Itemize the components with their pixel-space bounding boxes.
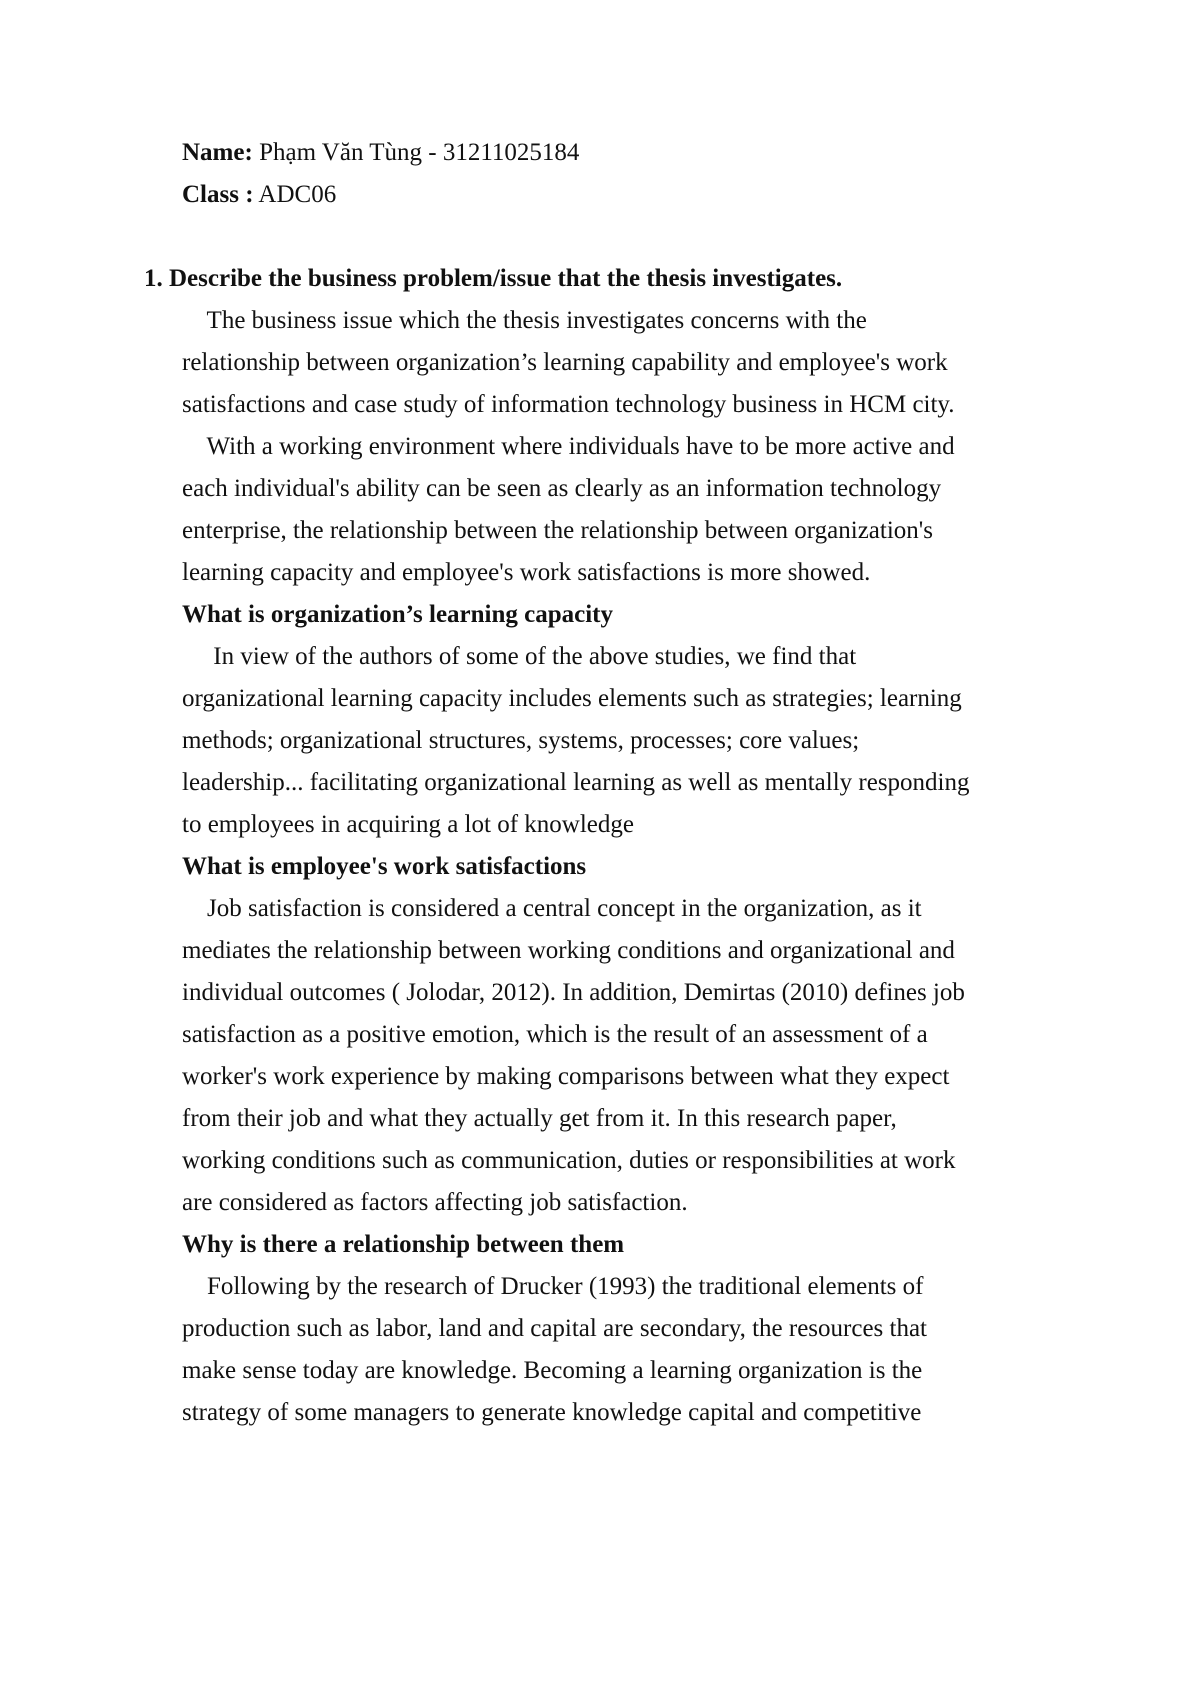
sub2-line-7: working conditions such as communication, duties or responsibilities at work: [182, 1147, 956, 1174]
sub2-line-8: are considered as factors affecting job satisfaction.: [182, 1189, 688, 1216]
sub1-line-3: methods; organizational structures, systems, processes; core values;: [182, 727, 860, 754]
sub1-line-1: In view of the authors of some of the above studies, we find that: [182, 643, 857, 670]
para1-line-1: The business issue which the thesis investigates concerns with the: [182, 307, 867, 334]
section-heading: 1. Describe the business problem/issue that the thesis investigates.: [144, 265, 843, 292]
sub1-line-5: to employees in acquiring a lot of knowledge: [182, 811, 634, 838]
subheading-relationship: Why is there a relationship between them: [182, 1231, 625, 1258]
sub2-line-1: Job satisfaction is considered a central concept in the organization, as it: [182, 895, 922, 922]
class-line: [182, 180, 336, 210]
para2-line-3: enterprise, the relationship between the relationship between organization's: [182, 517, 934, 544]
subheading-learning-capacity: What is organization’s learning capacity: [182, 601, 614, 628]
class-label: Class :: [182, 181, 254, 208]
para1-line-3: satisfactions and case study of information technology business in HCM city.: [182, 391, 955, 418]
sub3-line-1: Following by the research of Drucker (1993) the traditional elements of: [182, 1273, 924, 1300]
para2-line-4: learning capacity and employee's work satisfactions is more showed.: [182, 559, 871, 586]
sub2-line-3: individual outcomes ( Jolodar, 2012). In addition, Demirtas (2010) defines job: [182, 979, 965, 1006]
para1-line-2: relationship between organization’s learning capability and employee's work: [182, 349, 948, 376]
sub2-line-2: mediates the relationship between working conditions and organizational and: [182, 937, 955, 964]
sub3-line-4: strategy of some managers to generate knowledge capital and competitive: [182, 1399, 922, 1426]
sub3-line-3: make sense today are knowledge. Becoming a learning organization is the: [182, 1357, 923, 1384]
sub1-line-4: leadership... facilitating organizational learning as well as mentally responding: [182, 769, 970, 796]
sub3-line-2: production such as labor, land and capital are secondary, the resources that: [182, 1315, 928, 1342]
sub2-line-4: satisfaction as a positive emotion, which is the result of an assessment of a: [182, 1021, 928, 1048]
class-value: ADC06: [253, 181, 337, 208]
para2-line-1: With a working environment where individuals have to be more active and: [182, 433, 955, 460]
name-label: Name:: [182, 139, 253, 166]
subheading-work-satisfactions: What is employee's work satisfactions: [182, 853, 587, 880]
name-value: Phạm Văn Tùng - 31211025184: [252, 139, 580, 166]
para2-line-2: each individual's ability can be seen as clearly as an information technology: [182, 475, 942, 502]
name-line: [182, 138, 579, 168]
sub2-line-6: from their job and what they actually get from it. In this research paper,: [182, 1105, 897, 1132]
sub2-line-5: worker's work experience by making comparisons between what they expect: [182, 1063, 950, 1090]
sub1-line-2: organizational learning capacity includes elements such as strategies; learning: [182, 685, 962, 712]
